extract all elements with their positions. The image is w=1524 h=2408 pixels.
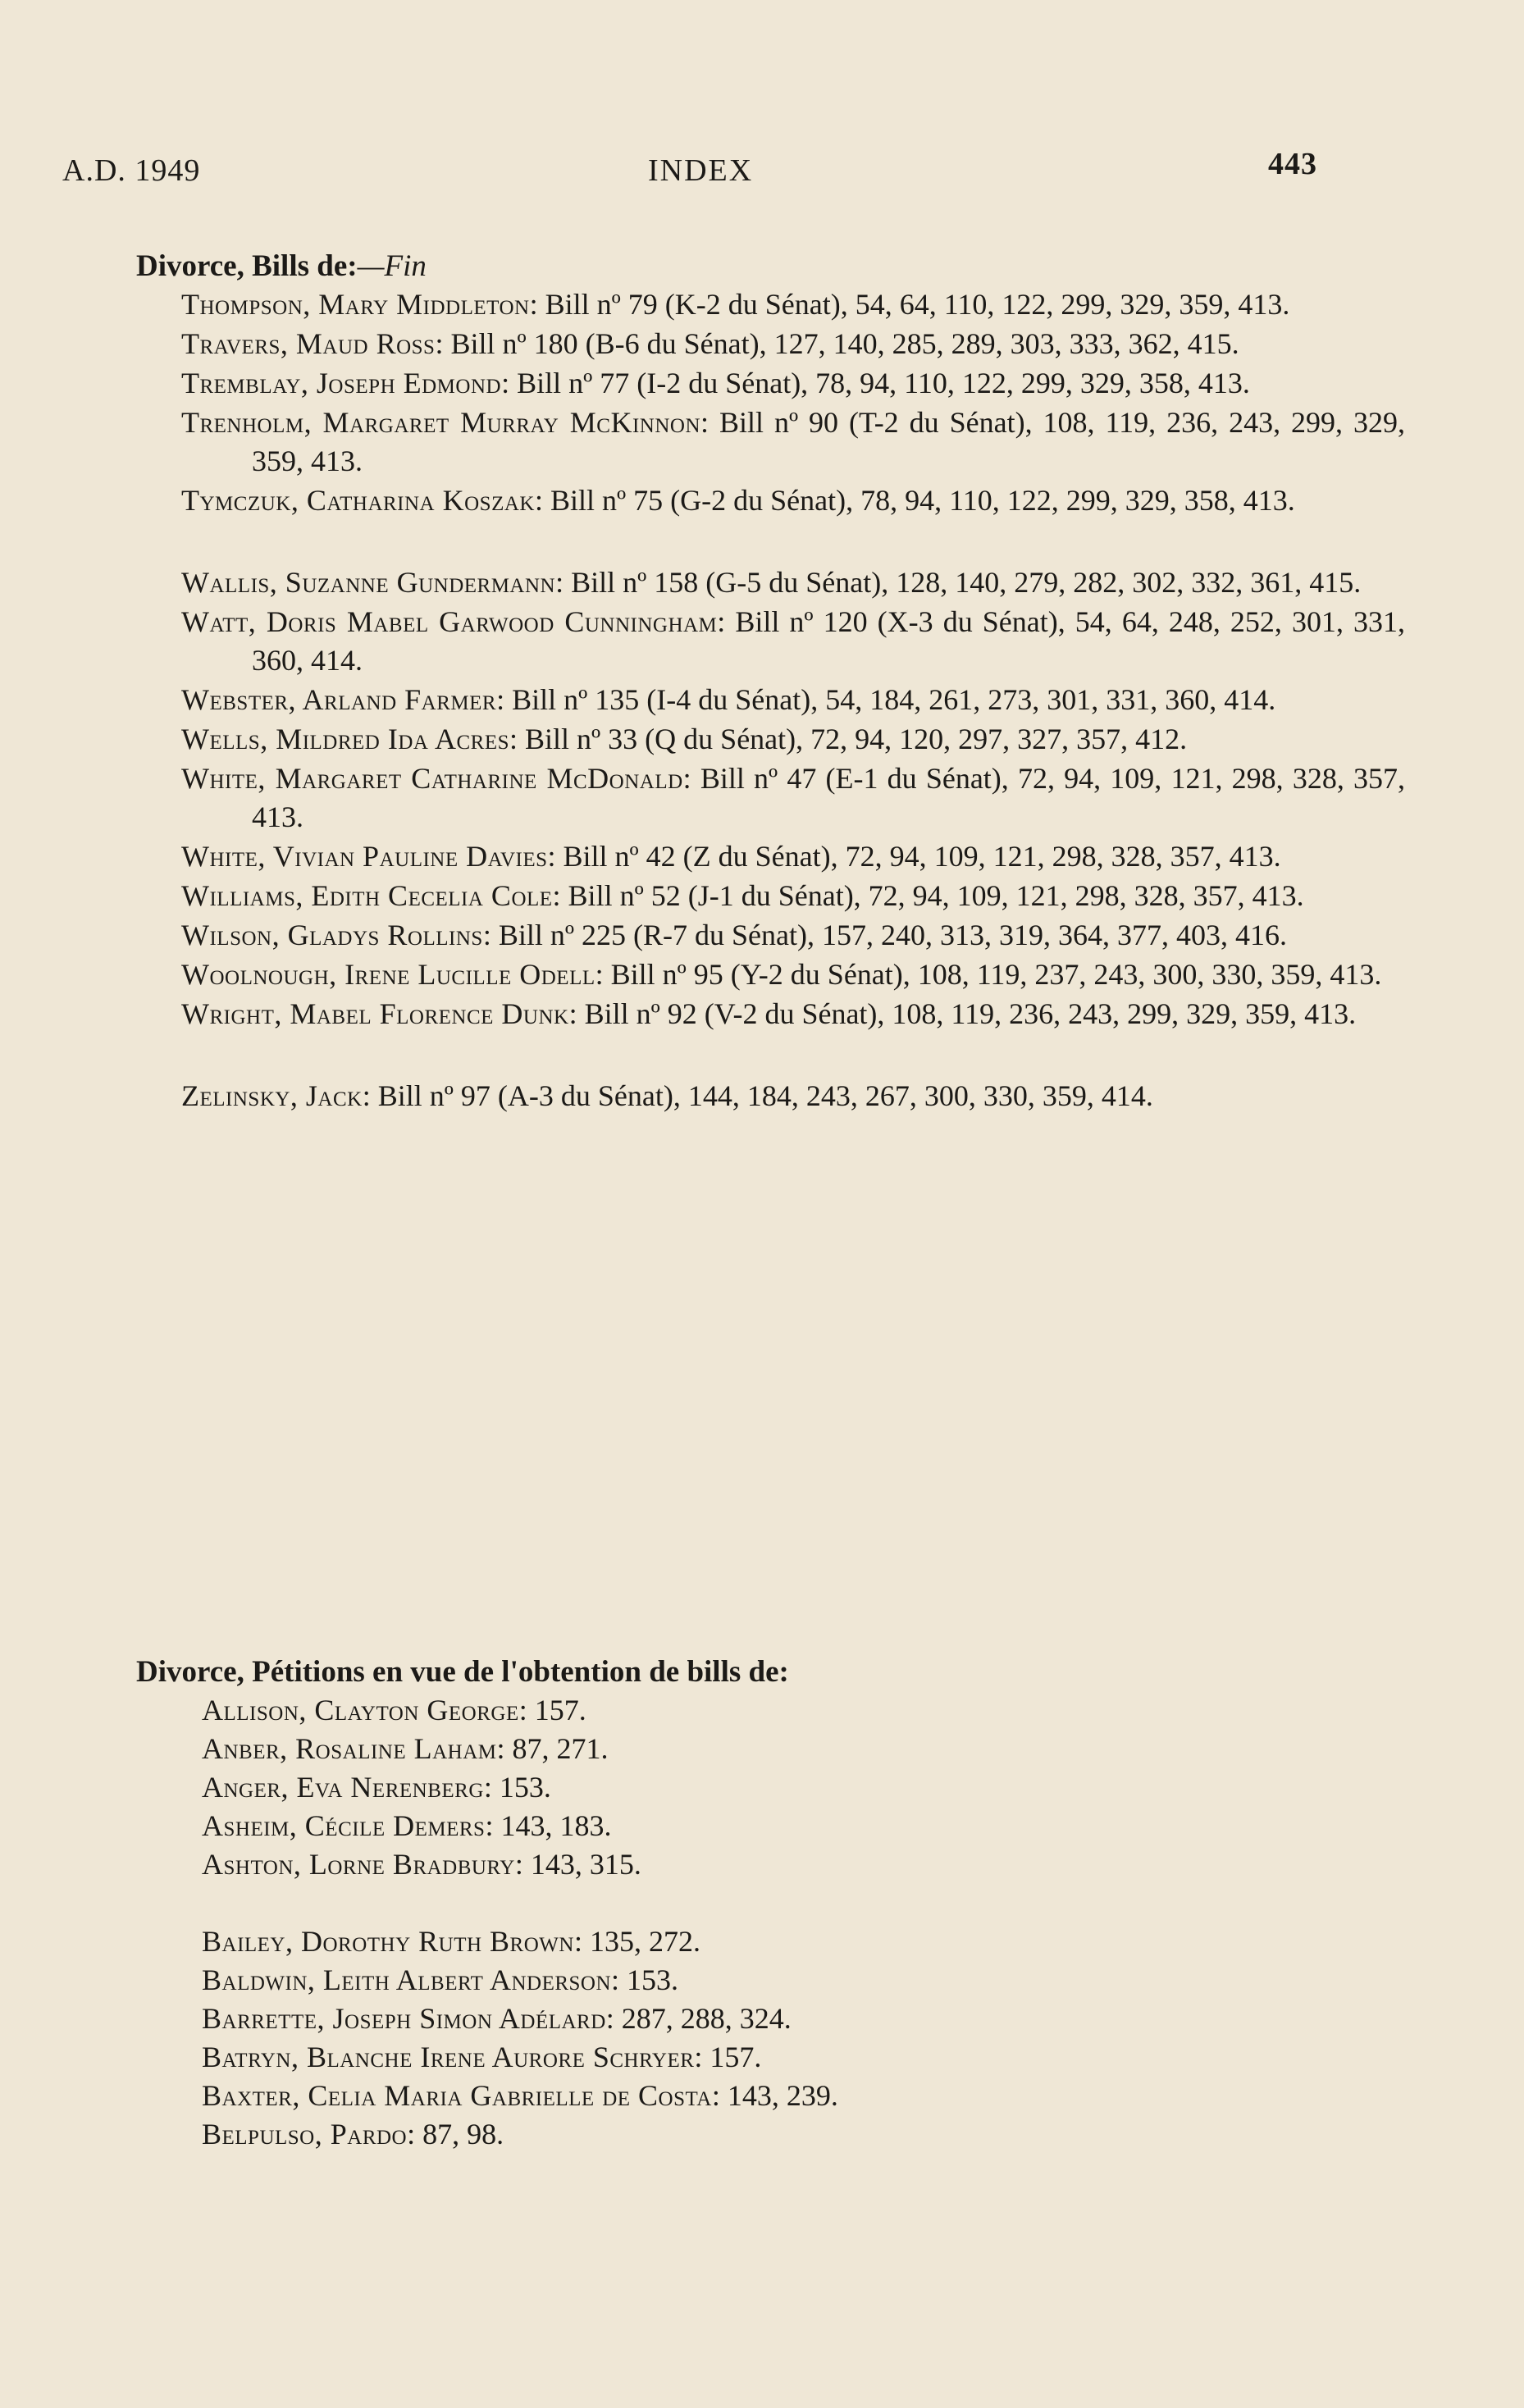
index-entry bbox=[0, 603, 1405, 680]
entry-references: : Bill nº 120 (X-3 du Sénat), 54, 64, 248, 252, 301, 331, 360, 414. bbox=[252, 605, 1406, 677]
index-entry bbox=[0, 1807, 1186, 1845]
index-entry bbox=[0, 759, 1405, 837]
entry-references: : Bill nº 95 (Y-2 du Sénat), 108, 119, 237, 243, 300, 330, 359, 413. bbox=[595, 958, 1382, 991]
entry-name: Barrette, Joseph Simon Adélard bbox=[202, 2002, 606, 2035]
index-entry bbox=[0, 1730, 1186, 1768]
entry-name: Watt, Doris Mabel Garwood Cunningham bbox=[181, 605, 718, 638]
entry-references: : 143, 183. bbox=[485, 1809, 612, 1842]
index-entry bbox=[0, 916, 1405, 955]
heading-text: Divorce, Bills de: bbox=[136, 249, 358, 283]
entry-name: Asheim, Cécile Demers bbox=[202, 1809, 486, 1842]
index-entry bbox=[0, 1077, 1405, 1115]
entry-group-t bbox=[0, 285, 1524, 520]
index-entry bbox=[0, 995, 1405, 1033]
index-entry bbox=[0, 837, 1405, 876]
entry-name: Tremblay, Joseph Edmond bbox=[181, 367, 502, 399]
section-heading bbox=[0, 1653, 1524, 1691]
entry-references: : Bill nº 77 (I-2 du Sénat), 78, 94, 110, 122, 299, 329, 358, 413. bbox=[501, 367, 1250, 399]
entry-references: : 287, 288, 324. bbox=[605, 2002, 792, 2035]
index-entry bbox=[0, 404, 1405, 481]
header-year: A.D. 1949 bbox=[62, 153, 201, 188]
entry-name: Belpulso, Pardo bbox=[202, 2118, 408, 2150]
entry-name: Bailey, Dorothy Ruth Brown bbox=[202, 1925, 574, 1958]
index-entry bbox=[0, 1845, 1186, 1884]
index-entry bbox=[0, 364, 1405, 403]
entry-references: : Bill nº 225 (R-7 du Sénat), 157, 240, 313, 319, 364, 377, 403, 416. bbox=[482, 919, 1287, 951]
entry-name: Anber, Rosaline Laham bbox=[202, 1732, 497, 1765]
entry-references: : 157. bbox=[694, 2041, 762, 2073]
running-head bbox=[0, 147, 1524, 194]
entry-references: : 153. bbox=[611, 1963, 679, 1996]
index-entry bbox=[0, 481, 1405, 520]
index-entry bbox=[0, 1768, 1186, 1807]
entry-name: Williams, Edith Cecelia Cole bbox=[181, 879, 553, 912]
entry-references: : Bill nº 79 (K-2 du Sénat), 54, 64, 110, 122, 299, 329, 359, 413. bbox=[529, 288, 1290, 321]
heading-suffix: —Fin bbox=[357, 249, 427, 283]
index-entry bbox=[0, 2115, 1186, 2154]
entry-name: White, Vivian Pauline Davies bbox=[181, 840, 548, 873]
entry-group-b bbox=[0, 1922, 1524, 2154]
entry-group-z bbox=[0, 1077, 1524, 1115]
entry-name: Tymczuk, Catharina Koszak bbox=[181, 484, 535, 517]
entry-name: Batryn, Blanche Irene Aurore Schryer bbox=[202, 2041, 695, 2073]
entry-name: Ashton, Lorne Bradbury bbox=[202, 1848, 515, 1881]
entry-references: : Bill nº 52 (J-1 du Sénat), 72, 94, 109, 121, 298, 328, 357, 413. bbox=[552, 879, 1304, 912]
entry-name: Travers, Maud Ross bbox=[181, 327, 436, 360]
page-number: 443 bbox=[1268, 147, 1317, 181]
section-divorce-bills bbox=[0, 248, 1524, 1116]
entry-references: : Bill nº 75 (G-2 du Sénat), 78, 94, 110, 122, 299, 329, 358, 413. bbox=[534, 484, 1295, 517]
index-entry bbox=[0, 681, 1405, 719]
entry-references: : Bill nº 33 (Q du Sénat), 72, 94, 120, 297, 327, 357, 412. bbox=[509, 723, 1188, 755]
index-entry bbox=[0, 325, 1405, 363]
index-entry bbox=[0, 1961, 1186, 2000]
index-entry bbox=[0, 2038, 1186, 2077]
entry-name: White, Margaret Catharine McDonald bbox=[181, 762, 683, 795]
entry-references: : 153. bbox=[483, 1771, 551, 1804]
entry-group-w bbox=[0, 563, 1524, 1033]
index-entry bbox=[0, 285, 1405, 324]
entry-references: : Bill nº 92 (V-2 du Sénat), 108, 119, 236, 243, 299, 329, 359, 413. bbox=[568, 997, 1357, 1030]
entry-name: Zelinsky, Jack bbox=[181, 1079, 363, 1112]
entry-references: : 135, 272. bbox=[573, 1925, 700, 1958]
entry-references: : 143, 239. bbox=[711, 2079, 838, 2112]
index-entry bbox=[0, 720, 1405, 759]
entry-references: : Bill nº 90 (T-2 du Sénat), 108, 119, 236, 243, 299, 329, 359, 413. bbox=[252, 406, 1405, 477]
entry-name: Allison, Clayton George bbox=[202, 1694, 519, 1726]
entry-references: : Bill nº 97 (A-3 du Sénat), 144, 184, 243, 267, 300, 330, 359, 414. bbox=[362, 1079, 1153, 1112]
section-divorce-petitions bbox=[0, 1653, 1524, 2154]
entry-references: : 87, 98. bbox=[407, 2118, 504, 2150]
entry-references: : Bill nº 135 (I-4 du Sénat), 54, 184, 261, 273, 301, 331, 360, 414. bbox=[496, 683, 1276, 716]
index-entry bbox=[0, 2077, 1186, 2115]
section-heading bbox=[0, 248, 1524, 285]
header-title: INDEX bbox=[648, 153, 754, 188]
entry-name: Trenholm, Margaret Murray McKinnon bbox=[181, 406, 700, 439]
index-entry bbox=[0, 1922, 1186, 1961]
entry-name: Wallis, Suzanne Gundermann bbox=[181, 566, 556, 599]
heading-text: Divorce, Pétitions en vue de l'obtention de bills de: bbox=[136, 1655, 789, 1689]
entry-references: : 87, 271. bbox=[496, 1732, 609, 1765]
index-entry bbox=[0, 955, 1405, 994]
entry-references: : Bill nº 180 (B-6 du Sénat), 127, 140, 285, 289, 303, 333, 362, 415. bbox=[435, 327, 1239, 360]
entry-references: : Bill nº 47 (E-1 du Sénat), 72, 94, 109, 121, 298, 328, 357, 413. bbox=[252, 762, 1405, 833]
entry-group-a bbox=[0, 1691, 1524, 1884]
index-entry bbox=[0, 1691, 1186, 1730]
entry-name: Webster, Arland Farmer bbox=[181, 683, 497, 716]
index-entry bbox=[0, 2000, 1186, 2038]
entry-name: Anger, Eva Nerenberg bbox=[202, 1771, 484, 1804]
entry-name: Wells, Mildred Ida Acres bbox=[181, 723, 509, 755]
index-entry bbox=[0, 877, 1405, 915]
entry-name: Wilson, Gladys Rollins bbox=[181, 919, 483, 951]
entry-name: Woolnough, Irene Lucille Odell bbox=[181, 958, 595, 991]
entry-name: Baldwin, Leith Albert Anderson bbox=[202, 1963, 612, 1996]
entry-references: : 157. bbox=[518, 1694, 586, 1726]
entry-references: : Bill nº 42 (Z du Sénat), 72, 94, 109, 121, 298, 328, 357, 413. bbox=[547, 840, 1281, 873]
entry-name: Thompson, Mary Middleton bbox=[181, 288, 530, 321]
entry-references: : 143, 315. bbox=[514, 1848, 641, 1881]
entry-name: Wright, Mabel Florence Dunk bbox=[181, 997, 569, 1030]
entry-references: : Bill nº 158 (G-5 du Sénat), 128, 140, 279, 282, 302, 332, 361, 415. bbox=[555, 566, 1362, 599]
entry-name: Baxter, Celia Maria Gabrielle de Costa bbox=[202, 2079, 712, 2112]
index-entry bbox=[0, 563, 1405, 602]
